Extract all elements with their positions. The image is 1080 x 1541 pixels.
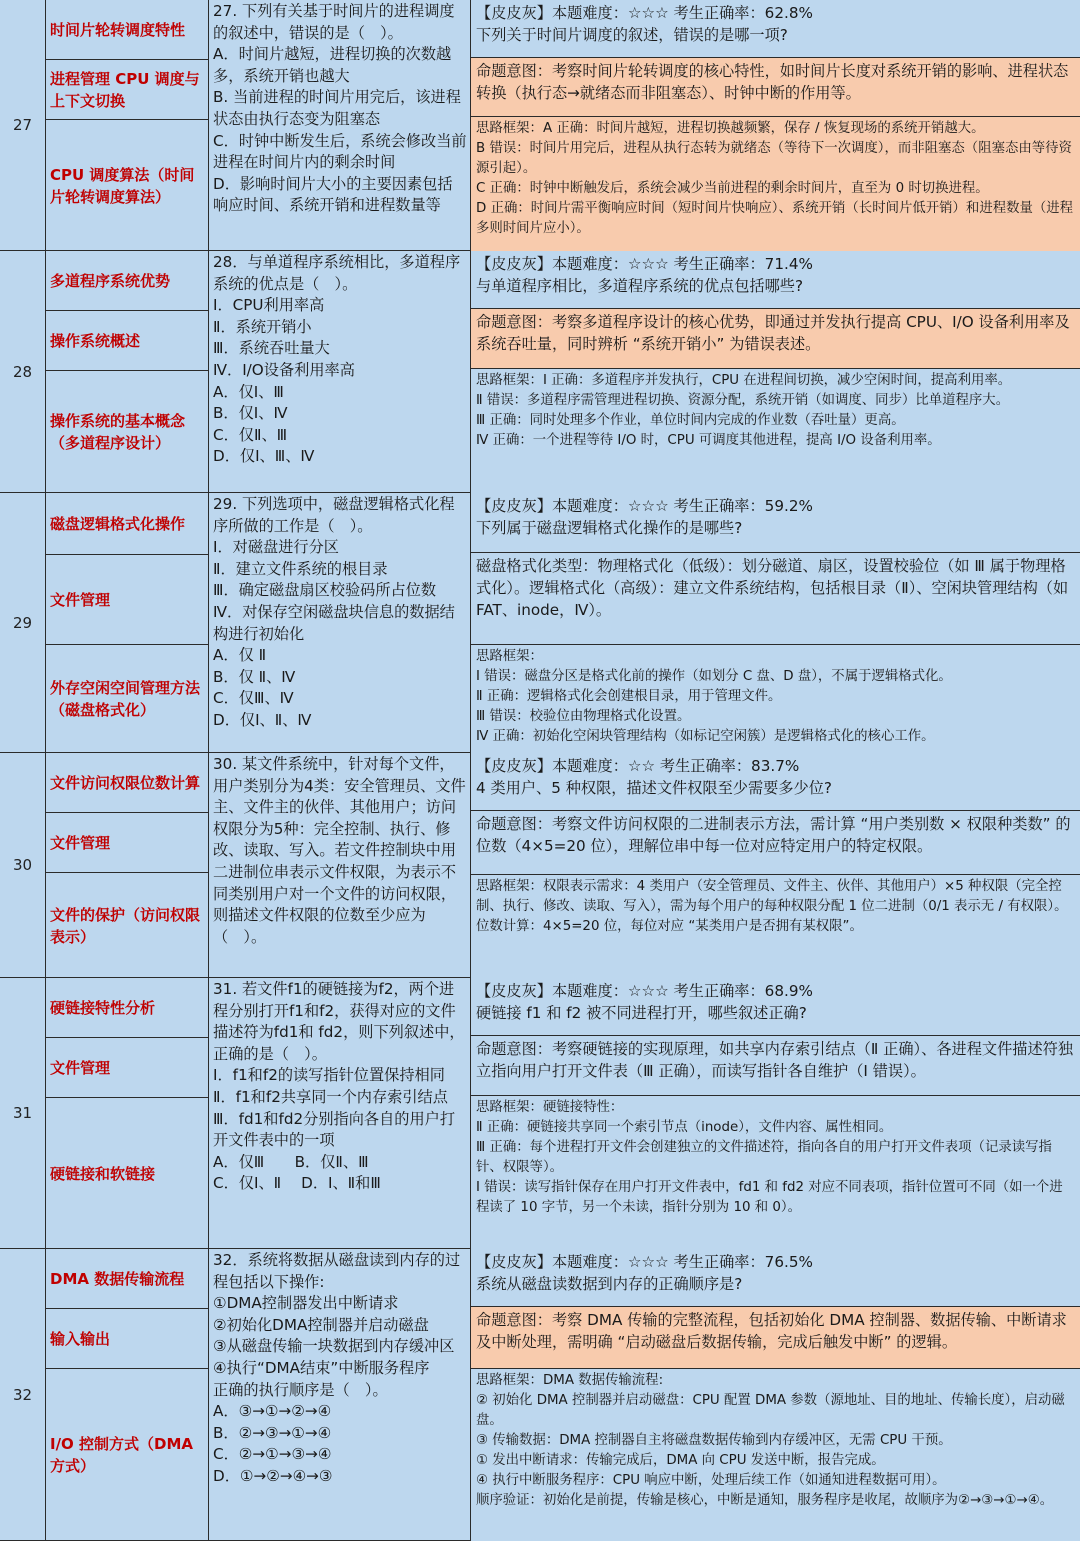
summary-question: 下列关于时间片调度的叙述，错误的是哪一项?: [476, 26, 788, 44]
question-line: B．仅Ⅰ、Ⅳ: [213, 404, 288, 423]
framework-line: 思路框架：Ⅰ 正确：多道程序并发执行，CPU 在进程间切换，减少空闲时间，提高利用率。: [476, 373, 1012, 388]
topic-label: 文件访问权限位数计算: [46, 753, 208, 813]
topic-label: 文件管理: [46, 1038, 208, 1098]
analysis-column: [471, 1249, 1080, 1540]
question-line: B．仅 Ⅱ、Ⅳ: [213, 667, 296, 686]
framework-line: B 错误：时间片用完后，进程从执行态转为就绪态（等待下一次调度），而非阻塞态（阻塞态由等待资源引起）。: [476, 141, 1072, 176]
topic-label: CPU 调度算法（时间片轮转调度算法）: [50, 165, 195, 206]
framework-line: ④ 执行中断服务程序：CPU 响应中断，处理后续工作（如通知进程数据可用）。: [476, 1473, 946, 1488]
topic-label: 操作系统概述: [46, 311, 208, 371]
framework-line: 思路框架：: [476, 649, 543, 664]
framework-line: 思路框架：权限表示需求：4 类用户（安全管理员、文件主、伙伴、其他用户）×5 种权限（完全控制、执行、修改、读取、写入），需为每个用户的每种权限分配 1 位二进制（0/1 表示无 / 有权限）。: [476, 879, 1068, 914]
question-line: 30. 某文件系统中，针对每个文件，用户类别分为4类：安全管理员、文件主、文件主的伙伴、其他用户；访问权限分为5种：完全控制、执行、修改、读取、写入。若文件控制块中用二进制位串表示文件权限，为表示不同类别用户对一个文件的访问权限，则描述文件权限的位数至少应为（ ）。: [213, 755, 466, 946]
question-line: 32．系统将数据从磁盘读到内存的过程包括以下操作:: [213, 1251, 461, 1291]
question-number: 32: [0, 1249, 46, 1540]
framework-line: ② 初始化 DMA 控制器并启动磁盘：CPU 配置 DMA 参数（源地址、目的地址、传输长度），启动磁盘。: [476, 1393, 1065, 1428]
analysis-column: [471, 753, 1080, 977]
question-number: 27: [0, 0, 46, 250]
framework-cell: [471, 369, 1080, 493]
topic-label: 多道程序系统优势: [46, 251, 208, 311]
question-line: C．②→①→③→④: [213, 1445, 332, 1464]
topic-label: 外存空闲空间管理方法（磁盘格式化）: [50, 679, 201, 719]
question-line: D．影响时间片大小的主要因素包括响应时间、系统开销和进程数量等: [213, 174, 453, 215]
topic-label: 硬链接和软链接: [50, 1164, 156, 1183]
question-line: D．①→②→④→③: [213, 1466, 333, 1485]
topic-column: [46, 251, 209, 492]
question-line: A．仅Ⅲ B．仅Ⅱ、Ⅲ: [213, 1152, 369, 1171]
difficulty-header: [471, 0, 1080, 58]
framework-line: Ⅱ 错误：多道程序需管理进程切换、资源分配，系统开销（如调度、同步）比单道程序大。: [476, 393, 1010, 408]
intent-cell: [471, 553, 1080, 645]
question-line: Ⅱ．建立文件系统的根目录: [213, 559, 388, 578]
question-line: B．②→③→①→④: [213, 1423, 332, 1442]
framework-line: 思路框架：DMA 数据传输流程:: [476, 1373, 664, 1388]
question-text: [209, 0, 471, 250]
framework-line: Ⅳ 正确：初始化空闲块管理结构（如标记空闲簇）是逻辑格式化的核心工作。: [476, 729, 935, 744]
topic-label: 磁盘逻辑格式化操作: [46, 493, 208, 555]
framework-line: 位数计算：4×5=20 位，每位对应 “某类用户是否拥有某权限”。: [476, 919, 863, 934]
question-number: 31: [0, 978, 46, 1248]
framework-cell: [471, 875, 1080, 978]
difficulty-header: [471, 978, 1080, 1036]
question-row: [0, 753, 1080, 978]
summary-question: 系统从磁盘读数据到内存的正确顺序是?: [476, 1275, 743, 1293]
framework-line: Ⅱ 正确：硬链接共享同一个索引节点（inode），文件内容、属性相同。: [476, 1120, 893, 1135]
difficulty-line: 【皮皮灰】本题难度：☆☆☆ 考生正确率：76.5%: [476, 1253, 813, 1271]
topic-column: [46, 493, 209, 752]
framework-line: 思路框架：硬链接特性：: [476, 1100, 624, 1115]
analysis-column: [471, 251, 1080, 492]
question-text: [209, 1249, 471, 1540]
question-line: A．仅 Ⅱ: [213, 646, 267, 665]
intent-text: 命题意图：考察时间片轮转调度的核心特性，如时间片长度对系统开销的影响、进程状态转换（执行态→就绪态而非阻塞态）、时钟中断的作用等。: [476, 62, 1069, 102]
framework-line: Ⅲ 正确：同时处理多个作业，单位时间内完成的作业数（吞吐量）更高。: [476, 413, 905, 428]
question-text: [209, 251, 471, 492]
question-line: Ⅱ．系统开销小: [213, 317, 312, 336]
question-line: Ⅲ．fd1和fd2分别指向各自的用户打开文件表中的一项: [213, 1109, 456, 1150]
question-number: 28: [0, 251, 46, 492]
intent-text: 磁盘格式化类型：物理格式化（低级）：划分磁道、扇区，设置校验位（如 Ⅲ 属于物理格式化）。逻辑格式化（高级）：建立文件系统结构，包括根目录（Ⅱ）、空闲块管理结构（如 FAT、inode，Ⅳ）。: [476, 557, 1069, 619]
question-line: Ⅰ．f1和f2的读写指针位置保持相同: [213, 1066, 445, 1085]
analysis-column: [471, 493, 1080, 752]
question-line: A．仅Ⅰ、Ⅲ: [213, 382, 284, 401]
topic-column: [46, 978, 209, 1248]
summary-question: 4 类用户、5 种权限，描述文件权限至少需要多少位?: [476, 779, 832, 797]
framework-cell: [471, 1369, 1080, 1541]
framework-line: Ⅲ 正确：每个进程打开文件会创建独立的文件描述符，指向各自的用户打开文件表项（记录读写指针、权限等）。: [476, 1140, 1052, 1175]
analysis-column: [471, 0, 1080, 250]
topic-label: DMA 数据传输流程: [46, 1249, 208, 1309]
framework-cell: [471, 645, 1080, 753]
question-row: [0, 493, 1080, 753]
framework-line: 顺序验证：初始化是前提，传输是核心，中断是通知，服务程序是收尾，故顺序为②→③→①→④。: [476, 1493, 1054, 1508]
difficulty-header: [471, 493, 1080, 553]
intent-text: 命题意图：考察 DMA 传输的完整流程，包括初始化 DMA 控制器、数据传输、中断请求及中断处理，需明确 “启动磁盘后数据传输，完成后触发中断” 的逻辑。: [476, 1311, 1067, 1351]
difficulty-line: 【皮皮灰】本题难度：☆☆☆ 考生正确率：71.4%: [476, 255, 813, 273]
analysis-column: [471, 978, 1080, 1248]
intent-text: 命题意图：考察多道程序设计的核心优势，即通过并发执行提高 CPU、I/O 设备利用率及系统吞吐量，同时辨析 “系统开销小” 为错误表述。: [476, 313, 1070, 353]
intent-cell: [471, 811, 1080, 875]
intent-cell: [471, 309, 1080, 369]
intent-text: 命题意图：考察硬链接的实现原理，如共享内存索引结点（Ⅱ 正确）、各进程文件描述符独立指向用户打开文件表（Ⅲ 正确），而读写指针各自维护（Ⅰ 错误）。: [476, 1040, 1074, 1080]
question-line: 31. 若文件f1的硬链接为f2，两个进程分别打开f1和f2，获得对应的文件描述符为fd1和 fd2，则下列叙述中，正确的是（ ）。: [213, 980, 465, 1063]
question-line: ④执行“DMA结束”中断服务程序: [213, 1358, 430, 1377]
question-line: 27. 下列有关基于时间片的进程调度的叙述中，错误的是（ ）。: [213, 2, 455, 42]
framework-line: 思路框架：A 正确：时间片越短，进程切换越频繁，保存 / 恢复现场的系统开销越大。: [476, 121, 985, 136]
difficulty-line: 【皮皮灰】本题难度：☆☆ 考生正确率：83.7%: [476, 757, 800, 775]
intent-text: 命题意图：考察文件访问权限的二进制表示方法，需计算 “用户类别数 × 权限种类数” 的位数（4×5=20 位），理解位串中每一位对应特定用户的特定权限。: [476, 815, 1071, 855]
framework-line: Ⅳ 正确：一个进程等待 I/O 时，CPU 可调度其他进程，提高 I/O 设备利用率。: [476, 433, 941, 448]
topic-label: 文件管理: [46, 813, 208, 873]
framework-line: Ⅰ 错误：读写指针保存在用户打开文件表中，fd1 和 fd2 对应不同表项，指针位置可不同（如一个进程读了 10 字节，另一个未读，指针分别为 10 和 0）。: [476, 1180, 1063, 1215]
difficulty-header: [471, 1249, 1080, 1307]
question-row: [0, 1249, 1080, 1541]
topic-column: [46, 753, 209, 977]
question-line: C．仅Ⅱ、Ⅲ: [213, 425, 288, 444]
question-line: D．仅Ⅰ、Ⅲ、Ⅳ: [213, 447, 315, 466]
question-line: ②初始化DMA控制器并启动磁盘: [213, 1315, 429, 1334]
summary-question: 硬链接 f1 和 f2 被不同进程打开，哪些叙述正确?: [476, 1004, 807, 1022]
framework-line: Ⅱ 正确：逻辑格式化会创建根目录，用于管理文件。: [476, 689, 782, 704]
question-line: Ⅳ．I/O设备利用率高: [213, 360, 355, 379]
question-line: 28．与单道程序系统相比，多道程序系统的优点是（ ）。: [213, 253, 461, 293]
question-number: 30: [0, 753, 46, 977]
question-line: D．仅Ⅰ、Ⅱ、Ⅳ: [213, 710, 312, 729]
framework-cell: [471, 1096, 1080, 1249]
topic-column: [46, 0, 209, 250]
question-row: [0, 251, 1080, 493]
question-line: 正确的执行顺序是（ ）。: [213, 1380, 388, 1399]
difficulty-header: [471, 753, 1080, 811]
framework-line: Ⅰ 错误：磁盘分区是格式化前的操作（如划分 C 盘、D 盘），不属于逻辑格式化。: [476, 669, 952, 684]
framework-line: D 正确：时间片需平衡响应时间（短时间片快响应）、系统开销（长时间片低开销）和进程数量（进程多则时间片应小）。: [476, 201, 1074, 236]
difficulty-header: [471, 251, 1080, 309]
question-line: C．仅Ⅰ、Ⅱ D．Ⅰ、Ⅱ和Ⅲ: [213, 1174, 381, 1193]
topic-label: 输入输出: [46, 1309, 208, 1369]
question-text: [209, 978, 471, 1248]
question-line: Ⅲ．系统吞吐量大: [213, 339, 330, 358]
framework-line: ① 发出中断请求：传输完成后，DMA 向 CPU 发送中断，报告完成。: [476, 1453, 885, 1468]
framework-line: C 正确：时钟中断触发后，系统会减少当前进程的剩余时间片，直至为 0 时切换进程。: [476, 181, 989, 196]
difficulty-line: 【皮皮灰】本题难度：☆☆☆ 考生正确率：59.2%: [476, 497, 813, 515]
topic-label: 进程管理 CPU 调度与上下文切换: [46, 60, 208, 120]
intent-cell: [471, 58, 1080, 117]
question-line: Ⅰ．CPU利用率高: [213, 296, 325, 315]
topic-column: [46, 1249, 209, 1540]
intent-cell: [471, 1307, 1080, 1369]
framework-cell: [471, 117, 1080, 251]
summary-question: 与单道程序相比，多道程序系统的优点包括哪些?: [476, 277, 803, 295]
question-line: Ⅲ．确定磁盘扇区校验码所占位数: [213, 581, 437, 600]
topic-label: 操作系统的基本概念（多道程序设计）: [50, 412, 186, 452]
difficulty-line: 【皮皮灰】本题难度：☆☆☆ 考生正确率：62.8%: [476, 4, 813, 22]
question-line: C．时钟中断发生后，系统会修改当前进程在时间片内的剩余时间: [213, 131, 467, 172]
question-line: Ⅰ．对磁盘进行分区: [213, 538, 339, 557]
topic-label: 时间片轮转调度特性: [46, 0, 208, 60]
topic-label: I/O 控制方式（DMA 方式）: [50, 1435, 194, 1475]
question-line: ③从磁盘传输一块数据到内存缓冲区: [213, 1337, 455, 1356]
topic-label: 文件的保护（访问权限表示）: [50, 905, 201, 946]
question-line: 29. 下列选项中，磁盘逻辑格式化程序所做的工作是（ ）。: [213, 495, 455, 535]
question-line: ①DMA控制器发出中断请求: [213, 1294, 399, 1313]
summary-question: 下列属于磁盘逻辑格式化操作的是哪些?: [476, 519, 743, 537]
question-line: A．③→①→②→④: [213, 1402, 332, 1421]
question-text: [209, 753, 471, 977]
intent-cell: [471, 1036, 1080, 1096]
question-row: [0, 0, 1080, 251]
topic-label: 文件管理: [46, 555, 208, 645]
framework-line: ③ 传输数据：DMA 控制器自主将磁盘数据传输到内存缓冲区，无需 CPU 干预。: [476, 1433, 952, 1448]
question-line: C．仅Ⅲ、Ⅳ: [213, 689, 294, 708]
question-row: [0, 978, 1080, 1249]
framework-line: Ⅲ 错误：校验位由物理格式化设置。: [476, 709, 691, 724]
topic-label: 硬链接特性分析: [46, 978, 208, 1038]
question-line: Ⅳ．对保存空闲磁盘块信息的数据结构进行初始化: [213, 602, 455, 643]
question-line: Ⅱ．f1和f2共享同一个内存索引结点: [213, 1087, 448, 1106]
question-line: A．时间片越短，进程切换的次数越多，系统开销也越大: [213, 45, 452, 85]
difficulty-line: 【皮皮灰】本题难度：☆☆☆ 考生正确率：68.9%: [476, 982, 813, 1000]
question-line: B. 当前进程的时间片用完后，该进程状态由执行态变为阻塞态: [213, 88, 461, 128]
question-text: [209, 493, 471, 752]
question-number: 29: [0, 493, 46, 752]
